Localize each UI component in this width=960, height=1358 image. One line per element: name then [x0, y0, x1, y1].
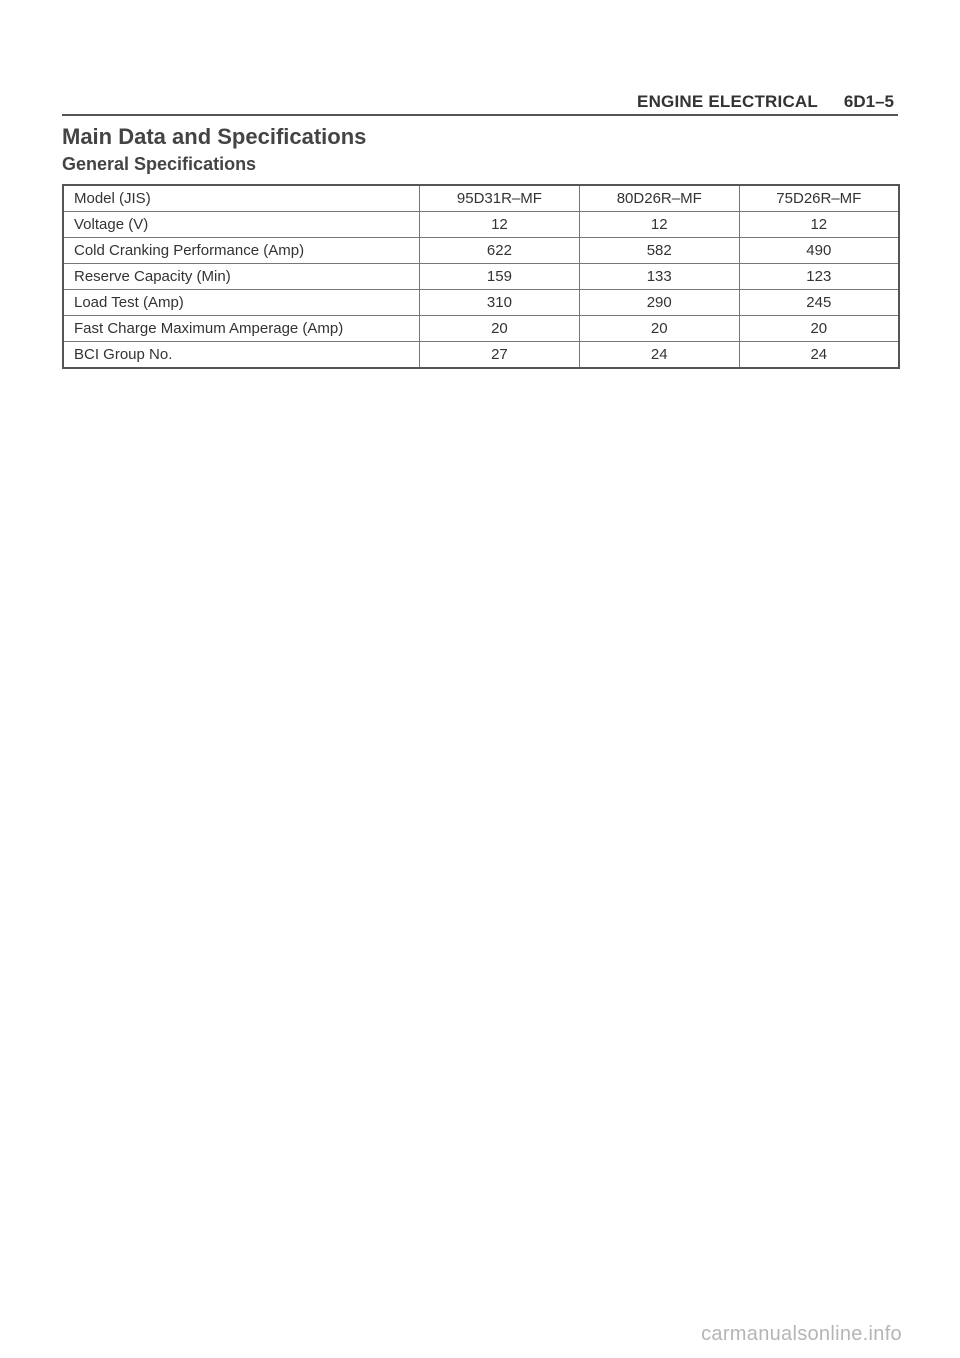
- table-cell: 290: [579, 290, 739, 316]
- table-cell: 133: [579, 264, 739, 290]
- row-label: Load Test (Amp): [63, 290, 420, 316]
- table-cell: 123: [739, 264, 899, 290]
- watermark: carmanualsonline.info: [701, 1323, 902, 1345]
- table-cell: 12: [739, 212, 899, 238]
- table-cell: 582: [579, 238, 739, 264]
- table-cell: 245: [739, 290, 899, 316]
- table-cell: 159: [420, 264, 580, 290]
- table-cell: 75D26R–MF: [739, 185, 899, 212]
- row-label: BCI Group No.: [63, 342, 420, 369]
- row-label: Fast Charge Maximum Amperage (Amp): [63, 316, 420, 342]
- table-row: [63, 238, 899, 264]
- row-label: Reserve Capacity (Min): [63, 264, 420, 290]
- table-cell: 12: [420, 212, 580, 238]
- table-cell: 27: [420, 342, 580, 369]
- table-cell: 20: [579, 316, 739, 342]
- row-label: Voltage (V): [63, 212, 420, 238]
- table-cell: 310: [420, 290, 580, 316]
- header-page-number: 6D1–5: [843, 92, 894, 111]
- table-cell: 24: [579, 342, 739, 369]
- table-row: [63, 342, 899, 369]
- table-cell: 20: [739, 316, 899, 342]
- table-cell: 24: [739, 342, 899, 369]
- sub-title: General Specifications: [62, 154, 257, 174]
- table-cell: 95D31R–MF: [420, 185, 580, 212]
- table-cell: 490: [739, 238, 899, 264]
- specifications-table: [62, 184, 900, 369]
- row-label: Cold Cranking Performance (Amp): [63, 238, 420, 264]
- table-cell: 80D26R–MF: [579, 185, 739, 212]
- main-title: Main Data and Specifications: [62, 124, 367, 149]
- table-cell: 622: [420, 238, 580, 264]
- table-row: [63, 212, 899, 238]
- table-row: [63, 264, 899, 290]
- page-header: [62, 90, 898, 116]
- row-label: Model (JIS): [63, 185, 420, 212]
- table-row: [63, 290, 899, 316]
- table-row: [63, 185, 899, 212]
- header-section-title: ENGINE ELECTRICAL: [637, 92, 818, 111]
- table-cell: 12: [579, 212, 739, 238]
- table-row: [63, 316, 899, 342]
- table-cell: 20: [420, 316, 580, 342]
